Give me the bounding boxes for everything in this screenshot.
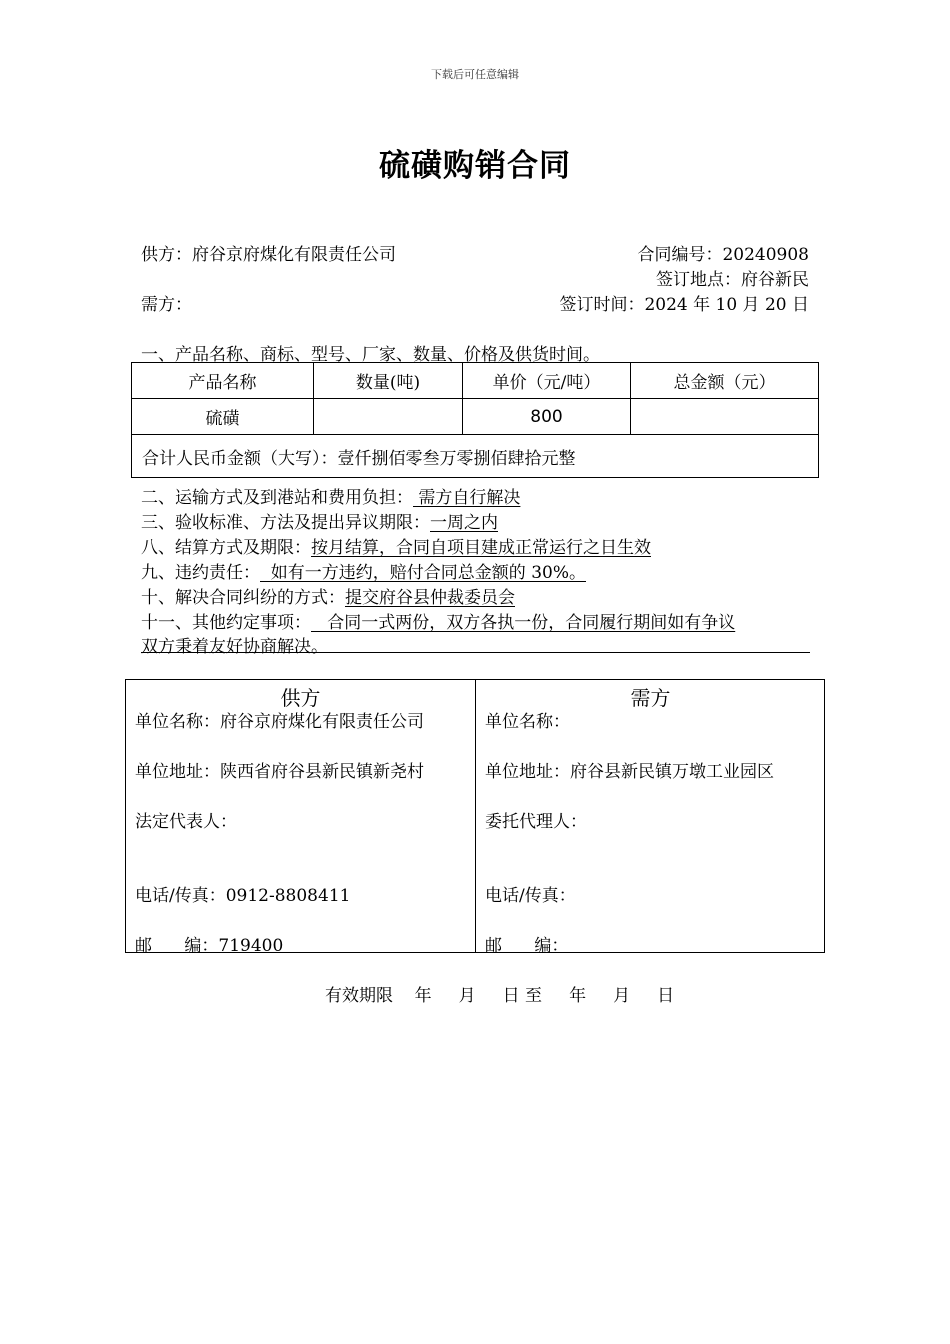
clause-11-line2 — [141, 632, 810, 657]
clause-8-value: 按月结算，合同自项目建成正常运行之日生效 — [311, 538, 651, 558]
buyer-heading: 需方 — [630, 686, 671, 710]
table-header-row — [132, 363, 819, 399]
clause-11 — [141, 608, 810, 633]
sign-place: 签订地点：府谷新民 — [656, 270, 809, 290]
clause-11-value-line2: 双方秉着友好协商解决。 — [141, 637, 328, 657]
buyer-postcode: 邮 编： — [485, 936, 569, 956]
validity-period: 有效期限 年 月 日 至 年 月 日 — [325, 986, 675, 1006]
sign-time: 签订时间：2024 年 10 月 20 日 — [559, 295, 809, 315]
cell-quantity — [314, 399, 463, 435]
supplier-unit-name: 单位名称：府谷京府煤化有限责任公司 — [135, 712, 424, 732]
clause-10-value: 提交府谷县仲裁委员会 — [345, 588, 515, 608]
product-table — [131, 362, 819, 478]
header-note: 下载后可任意编辑 — [431, 68, 519, 81]
clause-10 — [141, 583, 515, 608]
total-amount-words: 合计人民币金额（大写）：壹仟捌佰零叁万零捌佰肆拾元整 — [132, 435, 819, 478]
supplier-address: 单位地址：陕西省府谷县新民镇新尧村 — [135, 762, 424, 782]
supplier-postcode: 邮 编：719400 — [135, 936, 284, 956]
section1-heading: 一、产品名称、商标、型号、厂家、数量、价格及供货时间。 — [141, 345, 600, 365]
clause-8-label: 八、结算方式及期限： — [141, 538, 311, 558]
buyer-phone: 电话/传真： — [485, 886, 576, 906]
header-quantity: 数量(吨) — [314, 363, 463, 399]
supplier-label: 供方：府谷京府煤化有限责任公司 — [141, 245, 396, 265]
table-total-row — [132, 435, 819, 478]
cell-total-amount — [631, 399, 819, 435]
signature-table — [125, 679, 825, 956]
buyer-label: 需方： — [141, 295, 192, 315]
clause-8 — [141, 533, 651, 558]
document-title: 硫磺购销合同 — [379, 148, 571, 184]
clause-9-label: 九、违约责任： — [141, 563, 260, 583]
supplier-legal-rep: 法定代表人： — [135, 812, 237, 832]
header-total-amount: 总金额（元） — [631, 363, 819, 399]
clause-11-label: 十一、其他约定事项： — [141, 613, 311, 633]
clause-2-value: 需方自行解决 — [413, 488, 521, 508]
header-product-name: 产品名称 — [132, 363, 314, 399]
cell-unit-price: 800 — [463, 399, 631, 435]
clause-3-value: 一周之内 — [430, 513, 498, 533]
supplier-phone: 电话/传真：0912-8808411 — [135, 886, 351, 906]
clause-3-label: 三、验收标准、方法及提出异议期限： — [141, 513, 430, 533]
clause-9-value: 如有一方违约，赔付合同总金额的 30%。 — [260, 563, 586, 583]
clause-3 — [141, 508, 498, 533]
clause-2-label: 二、运输方式及到港站和费用负担： — [141, 488, 413, 508]
clause-2 — [141, 483, 520, 508]
clause-9 — [141, 558, 586, 583]
signature-divider — [475, 680, 476, 952]
supplier-heading: 供方 — [280, 686, 321, 710]
buyer-unit-name: 单位名称： — [485, 712, 570, 732]
clause-10-label: 十、解决合同纠纷的方式： — [141, 588, 345, 608]
cell-product-name: 硫磺 — [132, 399, 314, 435]
table-row — [132, 399, 819, 435]
buyer-agent: 委托代理人： — [485, 812, 587, 832]
buyer-address: 单位地址：府谷县新民镇万墩工业园区 — [485, 762, 774, 782]
contract-number: 合同编号：20240908 — [637, 245, 809, 265]
clause-11-value-line1: 合同一式两份，双方各执一份，合同履行期间如有争议 — [311, 613, 736, 633]
header-unit-price: 单价（元/吨） — [463, 363, 631, 399]
